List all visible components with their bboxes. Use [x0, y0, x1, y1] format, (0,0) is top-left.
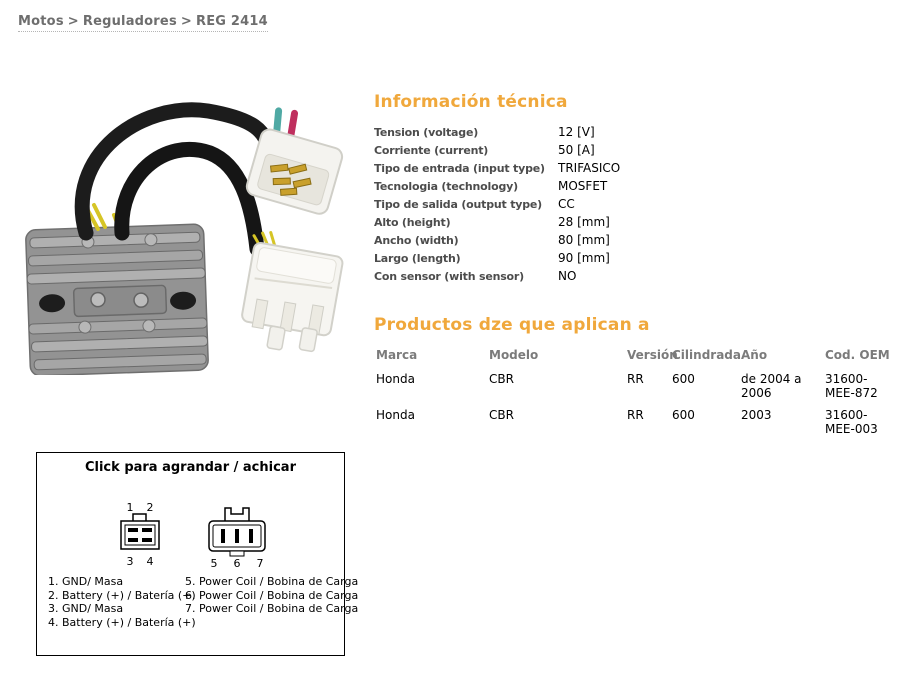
pin-legend-left — [48, 575, 196, 629]
tech-label: Tecnologia (technology) — [374, 179, 518, 193]
legend-item: 4. Battery (+) / Batería (+) — [48, 615, 196, 629]
tech-row — [374, 125, 674, 143]
tech-row — [374, 143, 674, 161]
legend-item: 7. Power Coil / Bobina de Carga — [185, 602, 359, 615]
tech-label: Ancho (width) — [374, 233, 459, 247]
connector-pinout-diagram — [37, 497, 346, 575]
regulator-body — [26, 224, 209, 375]
col-header-modelo: Modelo — [489, 347, 539, 362]
breadcrumb-separator: > — [180, 14, 192, 29]
pin-number-3: 3 — [126, 555, 134, 568]
connector-a-4pin — [121, 501, 159, 568]
tech-row — [374, 161, 674, 179]
diagram-title: Click para agrandar / achicar — [84, 460, 296, 475]
tech-label: Alto (height) — [374, 215, 451, 229]
tech-label: Tipo de entrada (input type) — [374, 161, 545, 175]
legend-item: 6. Power Coil / Bobina de Carga — [185, 588, 359, 602]
tech-label: Tension (voltage) — [374, 125, 479, 139]
tech-value: 12 [V] — [558, 124, 595, 139]
tech-value: 90 [mm] — [558, 250, 610, 265]
connector-diagram-box[interactable] — [36, 452, 359, 656]
tech-info-section — [374, 90, 674, 287]
applications-section — [374, 313, 924, 442]
tech-row — [374, 269, 674, 287]
col-header-marca: Marca — [376, 347, 418, 362]
tech-value: NO — [558, 268, 577, 283]
col-header-cod-oem: Cod. OEM — [825, 347, 890, 362]
breadcrumb-separator: > — [67, 14, 79, 29]
tech-info-table — [374, 125, 674, 287]
col-header-ano: Año — [741, 347, 768, 362]
pin-number-7: 7 — [256, 557, 264, 570]
product-photo — [22, 85, 360, 375]
tech-value: TRIFASICO — [558, 160, 621, 175]
tech-label: Con sensor (with sensor) — [374, 269, 524, 283]
col-header-version: Versión — [627, 347, 678, 362]
cell-version: RR — [627, 371, 644, 386]
tech-value: 80 [mm] — [558, 232, 610, 247]
pin-number-6: 6 — [233, 557, 241, 570]
tech-value: CC — [558, 196, 575, 211]
cell-cod-oem: 31600-MEE-872 — [825, 371, 878, 400]
legend-item: 1. GND/ Masa — [48, 575, 124, 588]
tech-row — [374, 197, 674, 215]
cell-ano: de 2004 a 2006 — [741, 371, 802, 400]
cell-cod-oem: 31600-MEE-003 — [825, 407, 878, 436]
tech-value: MOSFET — [558, 178, 608, 193]
legend-item: 5. Power Coil / Bobina de Carga — [185, 575, 359, 588]
applications-table — [374, 346, 924, 442]
legend-item: 3. GND/ Masa — [48, 602, 124, 615]
pin-number-5: 5 — [210, 557, 218, 570]
applications-title: Productos dze que aplican a — [374, 315, 650, 335]
legend-item: 2. Battery (+) / Batería (+) — [48, 588, 196, 602]
tech-row — [374, 179, 674, 197]
pin-number-2: 2 — [146, 501, 154, 514]
pin-legend-right — [185, 575, 358, 616]
pin-number-1: 1 — [126, 501, 134, 514]
cell-version: RR — [627, 407, 644, 422]
breadcrumb-link-reguladores[interactable]: Reguladores — [82, 14, 177, 29]
cell-cilindrada: 600 — [672, 407, 695, 422]
tech-label: Largo (length) — [374, 251, 461, 265]
tech-value: 50 [A] — [558, 142, 595, 157]
breadcrumb-link-motos[interactable]: Motos — [18, 14, 64, 29]
connector-b-3pin — [209, 508, 265, 570]
tech-row — [374, 233, 674, 251]
tech-label: Tipo de salida (output type) — [374, 197, 542, 211]
regulator-photo-graphic — [22, 85, 360, 375]
breadcrumb — [18, 14, 268, 32]
cell-cilindrada: 600 — [672, 371, 695, 386]
cell-modelo: CBR — [489, 407, 514, 422]
tech-row — [374, 251, 674, 269]
tech-label: Corriente (current) — [374, 143, 489, 157]
cell-marca: Honda — [376, 407, 415, 422]
tech-info-title: Información técnica — [374, 92, 568, 112]
cell-marca: Honda — [376, 371, 415, 386]
col-header-cilindrada: Cilindrada — [672, 347, 741, 362]
cell-ano: 2003 — [741, 407, 772, 422]
tech-value: 28 [mm] — [558, 214, 610, 229]
cell-modelo: CBR — [489, 371, 514, 386]
pin-number-4: 4 — [146, 555, 154, 568]
breadcrumb-current-reg2414: REG 2414 — [195, 14, 268, 29]
tech-row — [374, 215, 674, 233]
